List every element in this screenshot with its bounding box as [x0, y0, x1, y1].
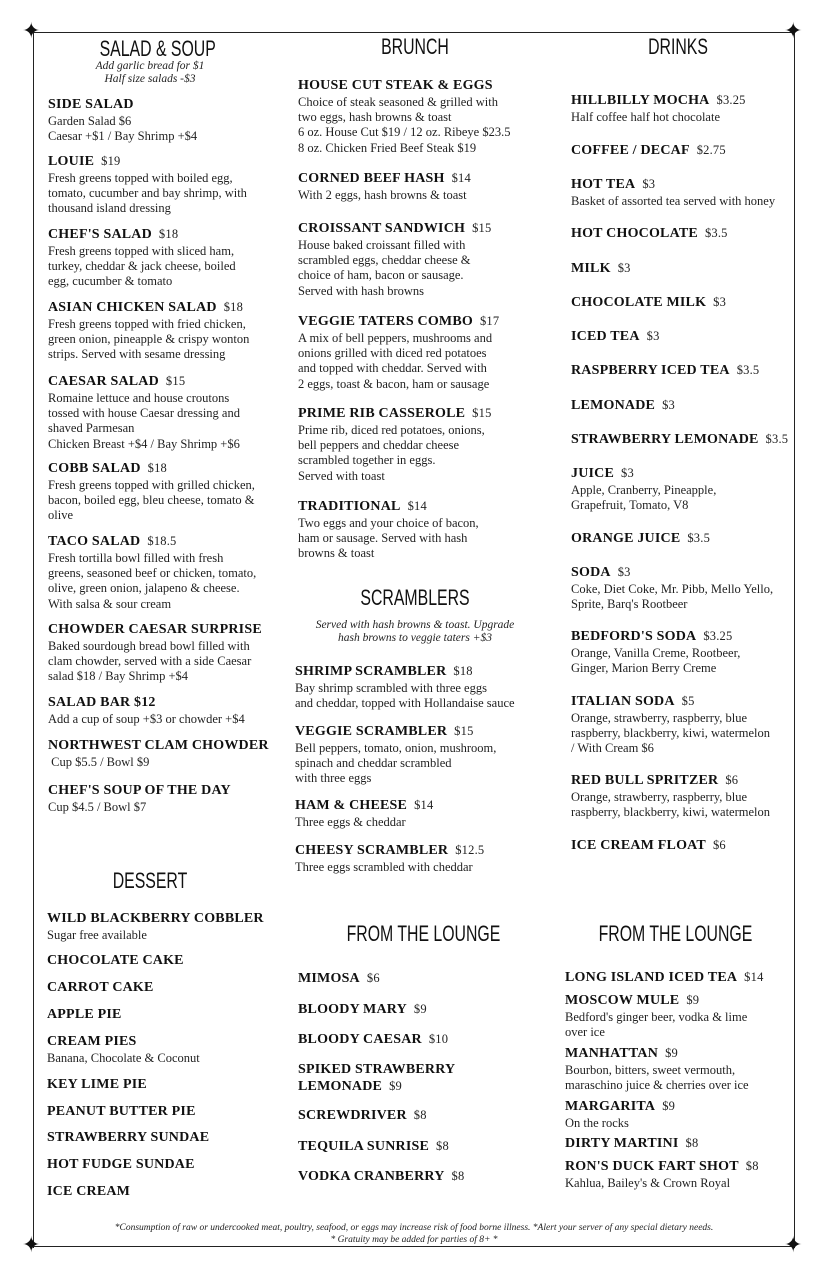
item-name-text: LEMONADE [571, 398, 656, 413]
menu-item-name [48, 96, 288, 113]
menu-item-bloody-mary [298, 1001, 538, 1018]
menu-item-description: Add a cup of soup +$3 or chowder +$4 [48, 712, 245, 726]
menu-item-name [298, 313, 538, 330]
menu-item-name [48, 737, 288, 754]
menu-item-description: With 2 eggs, hash browns & toast [298, 188, 467, 202]
menu-item-chef-s-soup-of-the-day [48, 782, 288, 815]
item-name-text: WILD BLACKBERRY COBBLER [47, 911, 264, 926]
menu-item-name [47, 1156, 287, 1173]
menu-item-name [48, 226, 288, 243]
item-name-text: CARROT CAKE [47, 980, 154, 995]
menu-item-name [571, 260, 811, 277]
menu-item-house-cut-steak-eggs [298, 77, 538, 156]
corner-ornament-bottom-left: ✦ [22, 1233, 41, 1258]
section-note-scramblers: Served with hash browns & toast. Upgrade hash browns to veggie taters +$3 [315, 619, 515, 644]
item-name-text: HOT CHOCOLATE [571, 226, 698, 241]
menu-item-key-lime-pie [47, 1076, 287, 1093]
menu-item-name [571, 328, 811, 345]
menu-item-hillbilly-mocha [571, 92, 811, 125]
menu-item-name [298, 77, 538, 94]
menu-item-juice [571, 465, 811, 513]
menu-item-description: Apple, Cranberry, Pineapple, Grapefruit, Tomato, V8 [571, 483, 717, 513]
item-name-text: MARGARITA [565, 1099, 656, 1114]
item-name-text: SCREWDRIVER [298, 1108, 407, 1123]
menu-item-cobb-salad [48, 460, 288, 524]
menu-item-price: $15 [472, 221, 492, 235]
section-note-salad-soup: Add garlic bread for $1 Half size salads -$3 [95, 60, 205, 85]
menu-item-description: Bourbon, bitters, sweet vermouth, maraschino juice & cherries over ice [565, 1063, 749, 1093]
section-title-dessert: DESSERT [112, 868, 188, 893]
menu-item-price: $8 [451, 1169, 465, 1183]
menu-item-name [48, 373, 288, 390]
item-name-text: BLOODY MARY [298, 1002, 407, 1017]
item-name-text: HOT TEA [571, 177, 636, 192]
menu-item-description: Kahlua, Bailey's & Crown Royal [565, 1176, 731, 1190]
item-name-text: COFFEE / DECAF [571, 143, 690, 158]
item-name-text: CHEF'S SOUP OF THE DAY [48, 783, 231, 798]
item-name-text: NORTHWEST CLAM CHOWDER [48, 738, 269, 753]
menu-item-side-salad [48, 96, 288, 144]
menu-item-soda [571, 564, 811, 612]
menu-item-price: $3 [621, 466, 634, 480]
menu-item-name [298, 1001, 538, 1018]
item-name-text: CREAM PIES [47, 1034, 137, 1049]
menu-item-name [571, 92, 811, 109]
item-name-text: PRIME RIB CASSEROLE [298, 406, 466, 421]
menu-item-name [298, 498, 538, 515]
menu-item-name [48, 460, 288, 477]
item-name-text: VEGGIE SCRAMBLER [295, 724, 448, 739]
menu-item-name [298, 170, 538, 187]
menu-item-price: $9 [665, 1046, 678, 1060]
menu-item-price: $3 [662, 398, 675, 412]
item-name-text: PEANUT BUTTER PIE [47, 1104, 196, 1119]
item-name-text: ICE CREAM FLOAT [571, 838, 706, 853]
menu-item-description: Fresh greens topped with sliced ham, turkey, cheddar & jack cheese, boiled egg, cucumber & tomato [48, 244, 236, 289]
menu-item-price: $14 [414, 798, 434, 812]
menu-item-price: $14 [744, 970, 764, 984]
menu-item-description: Three eggs scrambled with cheddar [295, 860, 473, 874]
item-name-text: CHOCOLATE MILK [571, 295, 707, 310]
menu-item-description: Banana, Chocolate & Coconut [47, 1051, 200, 1065]
item-name-text: MILK [571, 261, 611, 276]
menu-item-price: $6 [725, 773, 739, 787]
menu-item-name [47, 1006, 287, 1023]
section-title-lounge-2: FROM THE LOUNGE [598, 921, 753, 946]
menu-item-price: $6 [366, 971, 380, 985]
menu-item-carrot-cake [47, 979, 287, 996]
menu-item-price: $9 [413, 1002, 427, 1016]
menu-item-northwest-clam-chowder [48, 737, 288, 770]
menu-item-price: $8 [745, 1159, 759, 1173]
item-name-text: MANHATTAN [565, 1046, 659, 1061]
menu-item-long-island-iced-tea [565, 969, 805, 986]
menu-item-veggie-taters-combo [298, 313, 538, 392]
menu-item-name [48, 299, 288, 316]
section-title-salad-soup: SALAD & SOUP [99, 36, 216, 61]
menu-item-name [571, 397, 811, 414]
menu-item-name [571, 530, 811, 547]
item-name-text: RED BULL SPRITZER [571, 773, 719, 788]
menu-item-veggie-scrambler [295, 723, 535, 787]
menu-item-name [571, 431, 811, 448]
menu-item-price: $6 [712, 838, 726, 852]
menu-item-hot-fudge-sundae [47, 1156, 287, 1173]
menu-item-name [298, 1061, 538, 1095]
item-name-text: VODKA CRANBERRY [298, 1169, 445, 1184]
menu-item-price: $14 [451, 171, 471, 185]
footer-line-1: *Consumption of raw or undercooked meat, poultry, seafood, or eggs may increase risk of food borne illness. *Alert your server of any special dietary needs. [114, 1223, 714, 1233]
menu-item-description: Fresh greens topped with boiled egg, tomato, cucumber and bay shrimp, with thousand island dressing [48, 171, 247, 216]
menu-item-hot-tea [571, 176, 811, 209]
menu-item-chowder-caesar-surprise [48, 621, 288, 685]
menu-item-description: Sugar free available [47, 928, 147, 942]
menu-item-moscow-mule [565, 992, 805, 1040]
menu-item-name [295, 663, 535, 680]
section-title-scramblers: SCRAMBLERS [360, 585, 470, 610]
corner-ornament-bottom-right: ✦ [784, 1233, 803, 1258]
menu-item-name [565, 969, 805, 986]
footer-line-2: * Gratuity may be added for parties of 8+ * [330, 1235, 498, 1245]
menu-item-name [565, 1098, 805, 1115]
menu-item-chocolate-milk [571, 294, 811, 311]
item-name-text: LONG ISLAND ICED TEA [565, 970, 738, 985]
menu-item-price: $10 [428, 1032, 449, 1046]
menu-item-name [565, 1135, 805, 1152]
menu-item-bedford-s-soda [571, 628, 811, 676]
item-name-text: MIMOSA [298, 971, 360, 986]
menu-item-orange-juice [571, 530, 811, 547]
menu-item-name [295, 797, 535, 814]
item-name-text: SALAD BAR $12 [48, 695, 156, 710]
menu-item-price: $18.5 [147, 534, 177, 548]
item-name-text: KEY LIME PIE [47, 1077, 147, 1092]
item-name-text: TRADITIONAL [298, 499, 401, 514]
menu-item-taco-salad [48, 533, 288, 612]
item-name-text: HILLBILLY MOCHA [571, 93, 710, 108]
item-name-text: CHOCOLATE CAKE [47, 953, 184, 968]
item-name-text: SIDE SALAD [48, 97, 134, 112]
menu-item-chef-s-salad [48, 226, 288, 290]
menu-item-ham-cheese [295, 797, 535, 830]
menu-item-price: $3.5 [704, 226, 728, 240]
menu-item-name [298, 1031, 538, 1048]
menu-item-price: $3.5 [687, 531, 711, 545]
menu-item-dirty-martini [565, 1135, 805, 1152]
item-name-text: SHRIMP SCRAMBLER [295, 664, 447, 679]
menu-item-name [565, 1045, 805, 1062]
menu-item-name [47, 1076, 287, 1093]
menu-item-price: $9 [389, 1079, 402, 1093]
item-name-text: MOSCOW MULE [565, 993, 680, 1008]
menu-item-description: Fresh tortilla bowl filled with fresh greens, seasoned beef or chicken, tomato, olive, green onion, jalapeno & cheese. With salsa & sour cream [48, 551, 257, 611]
menu-item-name [298, 1107, 538, 1124]
menu-item-description: Cup $4.5 / Bowl $7 [48, 800, 147, 814]
menu-item-apple-pie [47, 1006, 287, 1023]
menu-item-peanut-butter-pie [47, 1103, 287, 1120]
menu-item-louie [48, 153, 288, 217]
menu-item-price: $8 [436, 1139, 449, 1153]
item-name-text: VEGGIE TATERS COMBO [298, 314, 473, 329]
item-name-text: CHEF'S SALAD [48, 227, 152, 242]
menu-item-price: $5 [681, 694, 695, 708]
section-title-drinks: DRINKS [648, 34, 708, 59]
menu-item-description: Orange, strawberry, raspberry, blue raspberry, blackberry, kiwi, watermelon / With Cream $6 [571, 711, 770, 756]
menu-item-price: $8 [413, 1108, 427, 1122]
menu-item-name [47, 1033, 287, 1050]
section-title-lounge-1: FROM THE LOUNGE [346, 921, 501, 946]
item-name-text: HAM & CHEESE [295, 798, 408, 813]
menu-item-description: Prime rib, diced red potatoes, onions, bell peppers and cheddar cheese scrambled together in eggs. Served with toast [298, 423, 485, 483]
menu-item-description: Choice of steak seasoned & grilled with two eggs, hash browns & toast 6 oz. House Cut $19 / 12 oz. Ribeye $23.5 8 oz. Chicken Fried Beef Steak $19 [298, 95, 511, 155]
menu-item-name [565, 992, 805, 1009]
menu-item-description: Romaine lettuce and house croutons tossed with house Caesar dressing and shaved Parmesan Chicken Breast +$4 / Bay Shrimp +$6 [48, 391, 240, 451]
frame-left-line [33, 30, 34, 1248]
menu-item-name [48, 533, 288, 550]
menu-item-spiked-strawberry-lemonade [298, 1061, 538, 1095]
menu-item-name [571, 142, 811, 159]
item-name-text: RASPBERRY ICED TEA [571, 363, 730, 378]
menu-item-prime-rib-casserole [298, 405, 538, 484]
menu-item-ice-cream-float [571, 837, 811, 854]
menu-item-description: Baked sourdough bread bowl filled with clam chowder, served with a side Caesar salad $18 / Bay Shrimp +$4 [48, 639, 252, 684]
menu-item-description: Fresh greens topped with fried chicken, green onion, pineapple & crispy wonton strips. Served with sesame dressing [48, 317, 250, 362]
menu-item-manhattan [565, 1045, 805, 1093]
menu-item-screwdriver [298, 1107, 538, 1124]
item-name-text: CORNED BEEF HASH [298, 171, 445, 186]
menu-item-price: $3 [713, 295, 727, 309]
menu-item-name [47, 952, 287, 969]
item-name-text: DIRTY MARTINI [565, 1136, 679, 1151]
menu-item-name [47, 1129, 287, 1146]
item-name-text: HOUSE CUT STEAK & EGGS [298, 78, 493, 93]
menu-item-lemonade [571, 397, 811, 414]
menu-item-traditional [298, 498, 538, 562]
menu-item-strawberry-sundae [47, 1129, 287, 1146]
menu-item-price: $12.5 [455, 843, 485, 857]
menu-item-wild-blackberry-cobbler [47, 910, 287, 943]
menu-item-description: Three eggs & cheddar [295, 815, 406, 829]
menu-item-vodka-cranberry [298, 1168, 538, 1185]
menu-item-strawberry-lemonade [571, 431, 811, 448]
menu-item-price: $8 [685, 1136, 699, 1150]
menu-item-price: $14 [407, 499, 427, 513]
menu-item-name [48, 782, 288, 799]
menu-item-price: $18 [223, 300, 244, 314]
menu-item-price: $15 [454, 724, 474, 738]
item-name-text: JUICE [571, 466, 615, 481]
menu-item-name [298, 970, 538, 987]
menu-item-price: $9 [686, 993, 700, 1007]
menu-item-name [571, 837, 811, 854]
menu-item-margarita [565, 1098, 805, 1131]
menu-item-shrimp-scrambler [295, 663, 535, 711]
menu-item-description: House baked croissant filled with scrambled eggs, cheddar cheese & choice of ham, bacon or sausage. Served with hash browns [298, 238, 471, 298]
menu-item-name [47, 979, 287, 996]
item-name-text: ORANGE JUICE [571, 531, 681, 546]
item-name-text: SODA [571, 565, 611, 580]
menu-item-price: $18 [158, 227, 179, 241]
menu-item-name [47, 1103, 287, 1120]
menu-item-name [571, 693, 811, 710]
menu-item-name [571, 294, 811, 311]
menu-item-description: Bedford's ginger beer, vodka & lime over ice [565, 1010, 748, 1040]
menu-item-name [571, 772, 811, 789]
item-name-text: LOUIE [48, 154, 95, 169]
item-name-text: RON'S DUCK FART SHOT [565, 1159, 739, 1174]
menu-item-price: $3.25 [703, 629, 733, 643]
item-name-text: CROISSANT SANDWICH [298, 221, 466, 236]
menu-item-price: $3.5 [736, 363, 760, 377]
menu-item-price: $18 [453, 664, 473, 678]
menu-item-description: Coke, Diet Coke, Mr. Pibb, Mello Yello, Sprite, Barq's Rootbeer [571, 582, 774, 612]
menu-item-name [48, 153, 288, 170]
menu-item-description: Bay shrimp scrambled with three eggs and cheddar, topped with Hollandaise sauce [295, 681, 515, 711]
item-name-text: SPIKED STRAWBERRY LEMONADE [298, 1062, 456, 1094]
footer-disclaimer [40, 1222, 788, 1246]
menu-item-description: Orange, Vanilla Creme, Rootbeer, Ginger, Marion Berry Creme [571, 646, 741, 676]
item-name-text: HOT FUDGE SUNDAE [47, 1157, 195, 1172]
menu-item-name [571, 564, 811, 581]
menu-item-italian-soda [571, 693, 811, 757]
menu-item-raspberry-iced-tea [571, 362, 811, 379]
menu-item-price: $2.75 [696, 143, 726, 157]
corner-ornament-top-right: ✦ [784, 19, 803, 44]
menu-item-price: $3 [617, 565, 631, 579]
menu-item-tequila-sunrise [298, 1138, 538, 1155]
menu-item-ron-s-duck-fart-shot [565, 1158, 805, 1191]
section-title-brunch: BRUNCH [381, 34, 449, 59]
menu-item-description: A mix of bell peppers, mushrooms and onions grilled with diced red potatoes and topped with cheddar. Served with 2 eggs, toast & bacon, ham or sausage [298, 331, 493, 391]
frame-top-line [34, 32, 794, 33]
menu-item-mimosa [298, 970, 538, 987]
menu-item-name [298, 1168, 538, 1185]
menu-item-price: $9 [662, 1099, 676, 1113]
menu-item-price: $15 [165, 374, 186, 388]
menu-item-name [565, 1158, 805, 1175]
menu-item-price: $15 [472, 406, 492, 420]
item-name-text: ASIAN CHICKEN SALAD [48, 300, 217, 315]
item-name-text: ITALIAN SODA [571, 694, 675, 709]
item-name-text: STRAWBERRY LEMONADE [571, 432, 759, 447]
menu-item-hot-chocolate [571, 225, 811, 242]
frame-bottom-line [34, 1246, 794, 1247]
menu-item-croissant-sandwich [298, 220, 538, 299]
menu-item-name [295, 723, 535, 740]
menu-item-price: $3.25 [716, 93, 746, 107]
menu-item-name [298, 1138, 538, 1155]
menu-item-name [48, 694, 288, 711]
menu-item-name [571, 628, 811, 645]
menu-item-price: $17 [479, 314, 500, 328]
item-name-text: COBB SALAD [48, 461, 141, 476]
item-name-text: ICE CREAM [47, 1184, 131, 1199]
menu-item-description: Orange, strawberry, raspberry, blue raspberry, blackberry, kiwi, watermelon [571, 790, 770, 820]
item-name-text: APPLE PIE [47, 1007, 122, 1022]
menu-item-cream-pies [47, 1033, 287, 1066]
menu-item-description: Half coffee half hot chocolate [571, 110, 720, 124]
menu-item-price: $19 [101, 154, 121, 168]
menu-item-price: $3 [646, 329, 660, 343]
menu-item-name [47, 1183, 287, 1200]
menu-item-name [571, 465, 811, 482]
menu-item-bloody-caesar [298, 1031, 538, 1048]
item-name-text: STRAWBERRY SUNDAE [47, 1130, 210, 1145]
menu-item-asian-chicken-salad [48, 299, 288, 363]
item-name-text: TEQUILA SUNRISE [298, 1139, 429, 1154]
item-name-text: TACO SALAD [48, 534, 141, 549]
menu-item-red-bull-spritzer [571, 772, 811, 820]
item-name-text: CAESAR SALAD [48, 374, 159, 389]
menu-item-caesar-salad [48, 373, 288, 452]
item-name-text: CHEESY SCRAMBLER [295, 843, 449, 858]
menu-item-description: Fresh greens topped with grilled chicken, bacon, boiled egg, bleu cheese, tomato & olive [48, 478, 255, 523]
menu-item-salad-bar-12 [48, 694, 288, 727]
menu-item-price: $3 [617, 261, 631, 275]
menu-item-chocolate-cake [47, 952, 287, 969]
item-name-text: ICED TEA [571, 329, 640, 344]
menu-item-milk [571, 260, 811, 277]
menu-item-description: Two eggs and your choice of bacon, ham or sausage. Served with hash browns & toast [298, 516, 479, 561]
menu-item-description: On the rocks [565, 1116, 629, 1130]
menu-item-coffee-decaf [571, 142, 811, 159]
menu-item-name [295, 842, 535, 859]
item-name-text: BLOODY CAESAR [298, 1032, 422, 1047]
menu-item-corned-beef-hash [298, 170, 538, 203]
menu-item-name [298, 220, 538, 237]
corner-ornament-top-left: ✦ [22, 19, 41, 44]
menu-item-iced-tea [571, 328, 811, 345]
menu-item-name [571, 362, 811, 379]
menu-item-description: Cup $5.5 / Bowl $9 [48, 755, 150, 769]
menu-item-ice-cream [47, 1183, 287, 1200]
item-name-text: BEDFORD'S SODA [571, 629, 697, 644]
menu-item-cheesy-scrambler [295, 842, 535, 875]
menu-item-price: $3 [642, 177, 656, 191]
menu-item-name [571, 176, 811, 193]
menu-item-description: Bell peppers, tomato, onion, mushroom, spinach and cheddar scrambled with three eggs [295, 741, 497, 786]
menu-item-name [48, 621, 288, 638]
menu-item-price: $18 [147, 461, 167, 475]
menu-item-name [298, 405, 538, 422]
item-name-text: CHOWDER CAESAR SURPRISE [48, 622, 262, 637]
menu-item-name [571, 225, 811, 242]
menu-item-name [47, 910, 287, 927]
menu-item-description: Garden Salad $6 Caesar +$1 / Bay Shrimp +$4 [48, 114, 198, 144]
menu-item-description: Basket of assorted tea served with honey [571, 194, 776, 208]
menu-item-price: $3.5 [765, 432, 789, 446]
